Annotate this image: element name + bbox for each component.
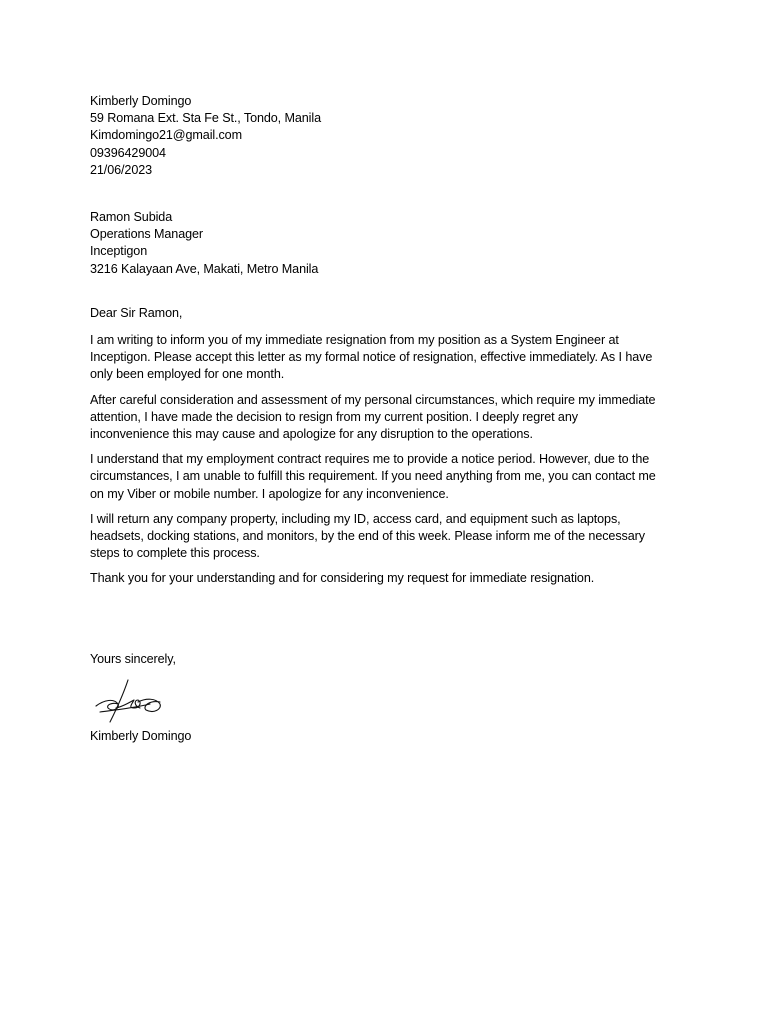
paragraph-line: Thank you for your understanding and for considering my request for immediate resignation. [90, 571, 595, 586]
letter-date: 21/06/2023 [90, 162, 153, 177]
recipient-name: Ramon Subida [90, 210, 173, 225]
recipient-title: Operations Manager [90, 227, 204, 242]
letter-page [90, 93, 690, 745]
body-paragraph-2 [90, 392, 670, 444]
recipient-block [90, 209, 690, 278]
body-paragraph-4 [90, 511, 670, 563]
paragraph-line: attention, I have made the decision to resign from my current position. I deeply regret any [90, 409, 578, 424]
sender-email: Kimdomingo21@gmail.com [90, 128, 242, 143]
sender-block [90, 93, 690, 179]
paragraph-line: I am writing to inform you of my immediate resignation from my position as a System Engineer at [90, 333, 619, 348]
body-paragraph-1 [90, 332, 670, 384]
sender-address: 59 Romana Ext. Sta Fe St., Tondo, Manila [90, 111, 321, 126]
sender-phone: 09396429004 [90, 145, 166, 160]
paragraph-line: I understand that my employment contract requires me to provide a notice period. However, due to the [90, 452, 650, 467]
paragraph-line: on my Viber or mobile number. I apologize for any inconvenience. [90, 486, 449, 501]
body-paragraph-3 [90, 451, 670, 503]
paragraph-line: After careful consideration and assessment of my personal circumstances, which require my immediate [90, 392, 656, 407]
paragraph-line: steps to complete this process. [90, 546, 260, 561]
paragraph-line: Inceptigon. Please accept this letter as my formal notice of resignation, effective immediately. As I have [90, 350, 653, 365]
recipient-address: 3216 Kalayaan Ave, Makati, Metro Manila [90, 261, 319, 276]
recipient-company: Inceptigon [90, 244, 148, 259]
paragraph-line: only been employed for one month. [90, 367, 285, 382]
body-paragraph-5 [90, 570, 670, 587]
sender-name: Kimberly Domingo [90, 94, 192, 108]
paragraph-line: I will return any company property, including my ID, access card, and equipment such as laptops, [90, 511, 621, 526]
paragraph-line: inconvenience this may cause and apologize for any disruption to the operations. [90, 427, 533, 442]
closing: Yours sincerely, [90, 651, 176, 666]
signed-name: Kimberly Domingo [90, 728, 192, 743]
salutation: Dear Sir Ramon, [90, 305, 183, 320]
paragraph-line: circumstances, I am unable to fulfill this requirement. If you need anything from me, you can contact me [90, 469, 656, 484]
signature-icon [94, 676, 174, 726]
paragraph-line: headsets, docking stations, and monitors, by the end of this week. Please inform me of the necessary [90, 529, 645, 544]
